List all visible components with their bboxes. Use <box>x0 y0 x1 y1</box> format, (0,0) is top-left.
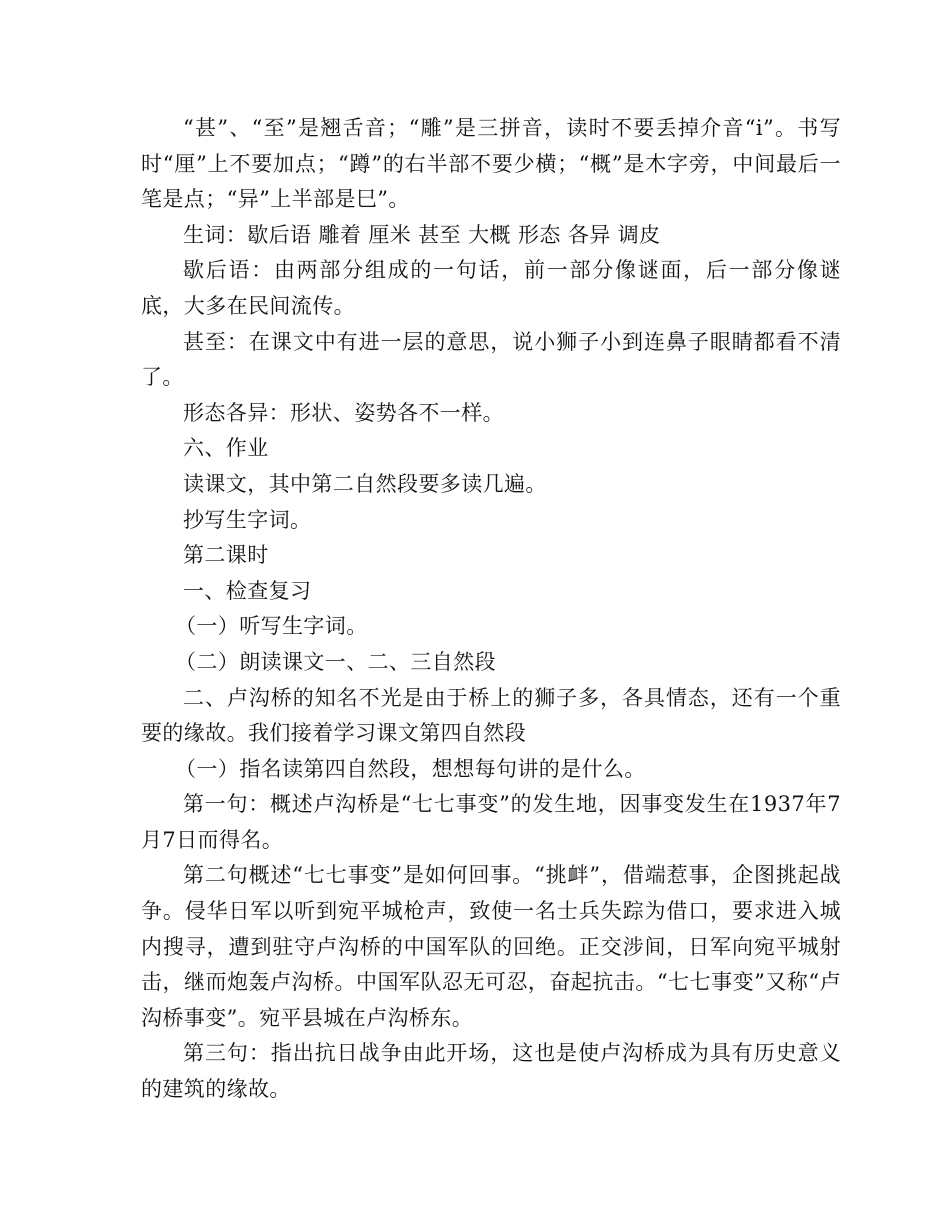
paragraph-homework-copy: 抄写生字词。 <box>183 507 312 532</box>
paragraph-dictation: （一）听写生字词。 <box>175 614 368 639</box>
heading-homework: 六、作业 <box>183 436 269 461</box>
paragraph-third-sentence: 第三句：指出抗日战争由此开场，这也是使卢沟桥成为具有历史意义的建筑的缘故。 <box>141 1041 841 1102</box>
paragraph-first-sentence: 第一句：概述卢沟桥是“七七事变”的发生地，因事变发生在1937年7月7日而得名。 <box>141 792 841 852</box>
paragraph-bridge-fame: 二、卢沟桥的知名不光是由于桥上的狮子多，各具情态，还有一个重要的缘故。我们接着学习课文第四自然段 <box>141 685 841 746</box>
paragraph-vocabulary: 生词：歇后语 雕着 厘米 甚至 大概 形态 各异 调皮 <box>183 222 661 247</box>
paragraph-homework-read: 读课文，其中第二自然段要多读几遍。 <box>183 471 547 496</box>
paragraph-xiehouyu-definition: 歇后语：由两部分组成的一句话，前一部分像谜面，后一部分像谜底，大多在民间流传。 <box>141 258 841 318</box>
paragraph-second-sentence: 第二句概述“七七事变”是如何回事。“挑衅”，借端惹事，企图挑起战争。侵华日军以听到宛平城枪声，致使一名士兵失踪为借口，要求进入城内搜寻，遭到驻守卢沟桥的中国军队的回绝。正交涉间，日军向宛平城射击，继而炮轰卢沟桥。中国军队忍无可忍，奋起抗击。“七七事变”又称“卢沟桥事变”。宛平县城在卢沟桥东。 <box>141 863 841 1030</box>
paragraph-read-fourth: （一）指名读第四自然段，想想每句讲的是什么。 <box>175 756 646 781</box>
heading-review: 一、检查复习 <box>183 578 312 603</box>
document-body <box>141 111 841 1108</box>
paragraph-pronunciation-notes: “甚”、“至”是翘舌音；“雕”是三拼音，读时不要丢掉介音“i”。书写时“厘”上不要加点；“蹲”的右半部不要少横；“概”是木字旁，中间最后一笔是点；“异”上半部是巳”。 <box>141 116 841 212</box>
paragraph-xingtai-definition: 形态各异：形状、姿势各不一样。 <box>183 400 504 425</box>
paragraph-reading-aloud: （二）朗读课文一、二、三自然段 <box>175 649 496 674</box>
paragraph-shenzhi-definition: 甚至：在课文中有进一层的意思，说小狮子小到连鼻子眼睛都看不清了。 <box>141 329 841 390</box>
heading-second-lesson: 第二课时 <box>183 543 269 568</box>
